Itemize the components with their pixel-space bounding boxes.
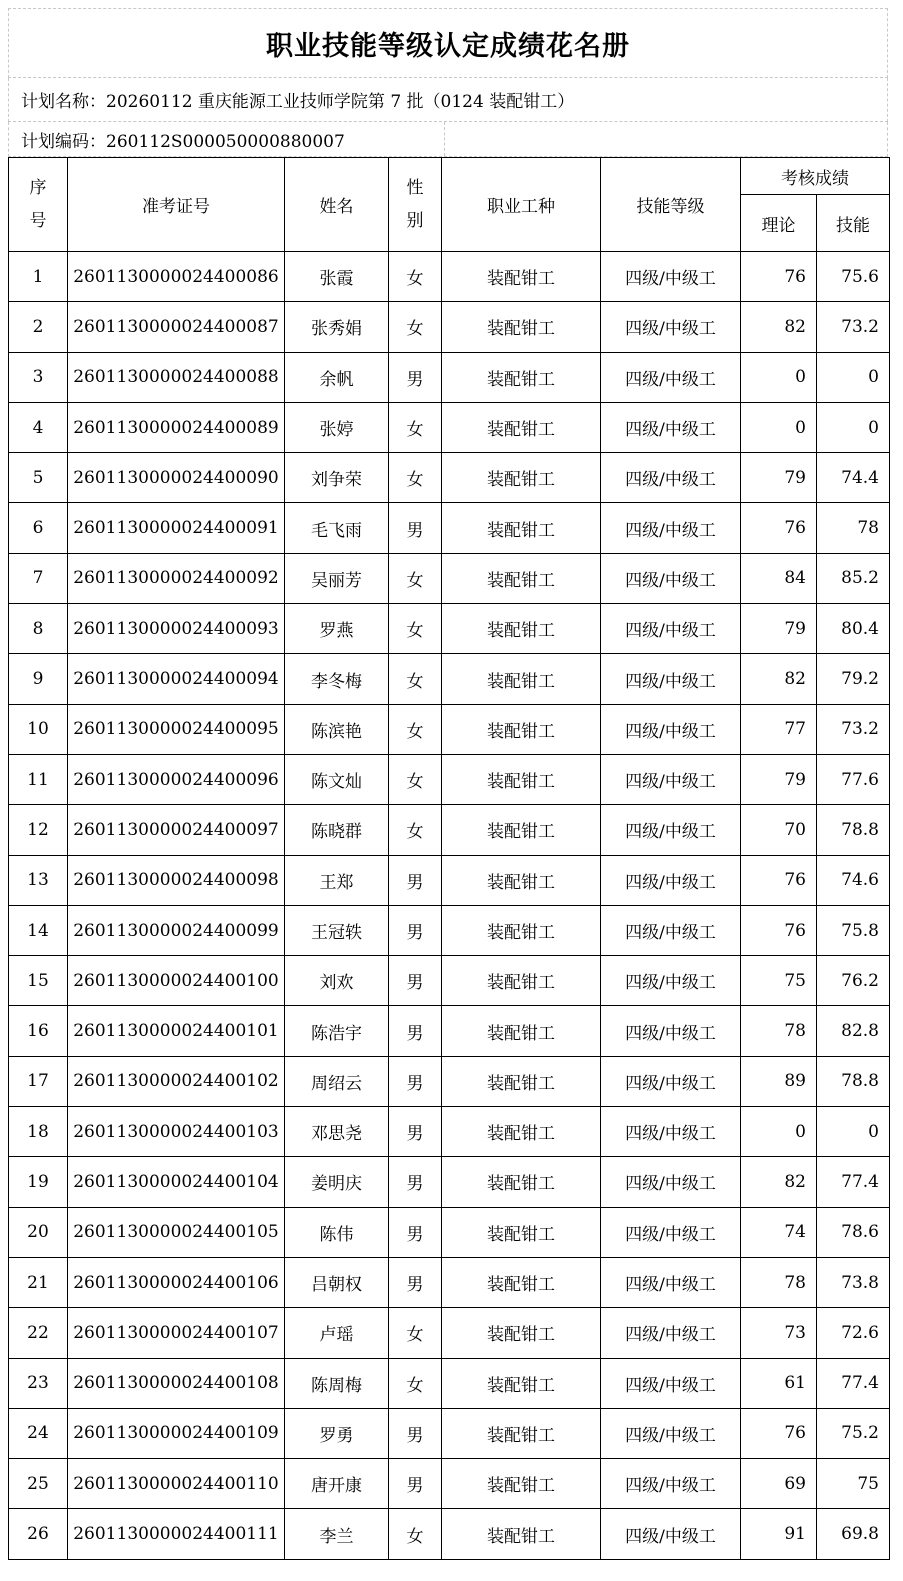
table-row	[9, 1257, 890, 1307]
cell-seq: 12	[9, 805, 68, 855]
cell-skill: 79.2	[817, 654, 890, 704]
table-row	[9, 402, 890, 452]
cell-exam-id: 2601130000024400105	[68, 1207, 285, 1257]
cell-theory: 69	[741, 1459, 817, 1509]
cell-theory: 84	[741, 553, 817, 603]
cell-occupation: 装配钳工	[442, 1358, 601, 1408]
cell-level: 四级/中级工	[601, 553, 741, 603]
cell-occupation: 装配钳工	[442, 1056, 601, 1106]
cell-exam-id: 2601130000024400107	[68, 1308, 285, 1358]
cell-seq: 11	[9, 754, 68, 804]
cell-occupation: 装配钳工	[442, 1509, 601, 1559]
cell-exam-id: 2601130000024400098	[68, 855, 285, 905]
cell-name: 邓思尧	[285, 1107, 389, 1157]
cell-name: 姜明庆	[285, 1157, 389, 1207]
header-sex-line1: 性	[406, 177, 424, 198]
cell-exam-id: 2601130000024400097	[68, 805, 285, 855]
cell-exam-id: 2601130000024400086	[68, 252, 285, 302]
table-row	[9, 252, 890, 302]
cell-name: 李冬梅	[285, 654, 389, 704]
table-row	[9, 1459, 890, 1509]
cell-level: 四级/中级工	[601, 1107, 741, 1157]
header-occupation: 职业工种	[442, 158, 601, 252]
cell-sex: 女	[389, 1509, 442, 1559]
cell-theory: 0	[741, 352, 817, 402]
cell-occupation: 装配钳工	[442, 402, 601, 452]
cell-skill: 74.4	[817, 453, 890, 503]
cell-name: 王冠轶	[285, 905, 389, 955]
cell-seq: 8	[9, 604, 68, 654]
cell-sex: 男	[389, 905, 442, 955]
cell-name: 吴丽芳	[285, 553, 389, 603]
cell-seq: 20	[9, 1207, 68, 1257]
table-row	[9, 1107, 890, 1157]
cell-level: 四级/中级工	[601, 302, 741, 352]
cell-seq: 23	[9, 1358, 68, 1408]
cell-skill: 78.8	[817, 805, 890, 855]
cell-seq: 21	[9, 1257, 68, 1307]
cell-level: 四级/中级工	[601, 252, 741, 302]
cell-exam-id: 2601130000024400087	[68, 302, 285, 352]
table-row	[9, 352, 890, 402]
cell-sex: 男	[389, 352, 442, 402]
cell-seq: 7	[9, 553, 68, 603]
cell-exam-id: 2601130000024400093	[68, 604, 285, 654]
cell-level: 四级/中级工	[601, 1257, 741, 1307]
table-row	[9, 956, 890, 1006]
cell-skill: 75.6	[817, 252, 890, 302]
cell-level: 四级/中级工	[601, 1308, 741, 1358]
cell-skill: 73.2	[817, 302, 890, 352]
cell-sex: 男	[389, 1157, 442, 1207]
table-row	[9, 1006, 890, 1056]
cell-seq: 16	[9, 1006, 68, 1056]
cell-occupation: 装配钳工	[442, 252, 601, 302]
cell-occupation: 装配钳工	[442, 1459, 601, 1509]
cell-occupation: 装配钳工	[442, 1207, 601, 1257]
cell-level: 四级/中级工	[601, 805, 741, 855]
cell-seq: 4	[9, 402, 68, 452]
header-seq	[9, 158, 68, 252]
cell-skill: 78	[817, 503, 890, 553]
cell-exam-id: 2601130000024400088	[68, 352, 285, 402]
cell-occupation: 装配钳工	[442, 553, 601, 603]
cell-skill: 72.6	[817, 1308, 890, 1358]
cell-sex: 女	[389, 604, 442, 654]
cell-seq: 25	[9, 1459, 68, 1509]
cell-level: 四级/中级工	[601, 1056, 741, 1106]
cell-sex: 女	[389, 553, 442, 603]
cell-occupation: 装配钳工	[442, 302, 601, 352]
cell-seq: 17	[9, 1056, 68, 1106]
header-exam-id: 准考证号	[68, 158, 285, 252]
cell-occupation: 装配钳工	[442, 654, 601, 704]
cell-exam-id: 2601130000024400106	[68, 1257, 285, 1307]
table-row	[9, 1308, 890, 1358]
cell-seq: 3	[9, 352, 68, 402]
cell-skill: 75.2	[817, 1408, 890, 1458]
cell-name: 陈滨艳	[285, 704, 389, 754]
cell-theory: 75	[741, 956, 817, 1006]
cell-seq: 9	[9, 654, 68, 704]
cell-occupation: 装配钳工	[442, 503, 601, 553]
cell-skill: 78.8	[817, 1056, 890, 1106]
plan-code-row	[8, 122, 888, 157]
cell-theory: 74	[741, 1207, 817, 1257]
cell-exam-id: 2601130000024400090	[68, 453, 285, 503]
cell-theory: 70	[741, 805, 817, 855]
cell-theory: 77	[741, 704, 817, 754]
cell-occupation: 装配钳工	[442, 1308, 601, 1358]
cell-skill: 0	[817, 402, 890, 452]
cell-theory: 0	[741, 1107, 817, 1157]
cell-exam-id: 2601130000024400096	[68, 754, 285, 804]
cell-exam-id: 2601130000024400095	[68, 704, 285, 754]
cell-theory: 82	[741, 654, 817, 704]
cell-theory: 79	[741, 453, 817, 503]
cell-occupation: 装配钳工	[442, 604, 601, 654]
cell-occupation: 装配钳工	[442, 352, 601, 402]
cell-level: 四级/中级工	[601, 1006, 741, 1056]
cell-skill: 80.4	[817, 604, 890, 654]
cell-seq: 13	[9, 855, 68, 905]
cell-name: 陈文灿	[285, 754, 389, 804]
cell-seq: 19	[9, 1157, 68, 1207]
header-theory: 理论	[741, 195, 817, 252]
cell-sex: 女	[389, 654, 442, 704]
cell-skill: 85.2	[817, 553, 890, 603]
table-row	[9, 1056, 890, 1106]
cell-seq: 6	[9, 503, 68, 553]
header-sex	[389, 158, 442, 252]
header-seq-line2: 号	[29, 210, 47, 231]
cell-theory: 76	[741, 855, 817, 905]
cell-level: 四级/中级工	[601, 1157, 741, 1207]
table-row	[9, 1207, 890, 1257]
cell-name: 陈伟	[285, 1207, 389, 1257]
cell-skill: 73.8	[817, 1257, 890, 1307]
cell-name: 卢瑶	[285, 1308, 389, 1358]
score-table	[8, 157, 890, 1560]
cell-occupation: 装配钳工	[442, 1006, 601, 1056]
cell-occupation: 装配钳工	[442, 704, 601, 754]
table-row	[9, 754, 890, 804]
cell-skill: 0	[817, 1107, 890, 1157]
cell-exam-id: 2601130000024400099	[68, 905, 285, 955]
cell-skill: 82.8	[817, 1006, 890, 1056]
cell-level: 四级/中级工	[601, 402, 741, 452]
cell-name: 毛飞雨	[285, 503, 389, 553]
header-name: 姓名	[285, 158, 389, 252]
cell-name: 刘欢	[285, 956, 389, 1006]
table-row	[9, 805, 890, 855]
cell-theory: 76	[741, 1408, 817, 1458]
cell-sex: 男	[389, 855, 442, 905]
table-row	[9, 1358, 890, 1408]
cell-skill: 77.4	[817, 1358, 890, 1408]
table-header	[9, 158, 890, 252]
cell-theory: 78	[741, 1006, 817, 1056]
cell-seq: 26	[9, 1509, 68, 1559]
table-row	[9, 302, 890, 352]
cell-theory: 91	[741, 1509, 817, 1559]
cell-sex: 男	[389, 1459, 442, 1509]
cell-seq: 5	[9, 453, 68, 503]
cell-name: 吕朝权	[285, 1257, 389, 1307]
cell-theory: 76	[741, 503, 817, 553]
cell-skill: 0	[817, 352, 890, 402]
cell-sex: 女	[389, 402, 442, 452]
table-row	[9, 905, 890, 955]
table-row	[9, 654, 890, 704]
table-row	[9, 1408, 890, 1458]
cell-skill: 73.2	[817, 704, 890, 754]
cell-skill: 75.8	[817, 905, 890, 955]
table-row	[9, 503, 890, 553]
cell-seq: 24	[9, 1408, 68, 1458]
cell-theory: 76	[741, 252, 817, 302]
cell-name: 陈晓群	[285, 805, 389, 855]
cell-occupation: 装配钳工	[442, 1107, 601, 1157]
cell-name: 陈周梅	[285, 1358, 389, 1408]
cell-theory: 73	[741, 1308, 817, 1358]
cell-occupation: 装配钳工	[442, 1157, 601, 1207]
cell-skill: 77.4	[817, 1157, 890, 1207]
cell-theory: 78	[741, 1257, 817, 1307]
cell-level: 四级/中级工	[601, 956, 741, 1006]
cell-divider	[444, 122, 445, 156]
cell-name: 王郑	[285, 855, 389, 905]
cell-theory: 76	[741, 905, 817, 955]
cell-occupation: 装配钳工	[442, 956, 601, 1006]
header-level: 技能等级	[601, 158, 741, 252]
cell-skill: 69.8	[817, 1509, 890, 1559]
cell-skill: 78.6	[817, 1207, 890, 1257]
cell-name: 唐开康	[285, 1459, 389, 1509]
cell-level: 四级/中级工	[601, 1408, 741, 1458]
header-score-group: 考核成绩	[741, 158, 890, 195]
header-skill: 技能	[817, 195, 890, 252]
cell-sex: 男	[389, 1257, 442, 1307]
cell-occupation: 装配钳工	[442, 855, 601, 905]
cell-sex: 男	[389, 1006, 442, 1056]
cell-sex: 女	[389, 1358, 442, 1408]
cell-theory: 89	[741, 1056, 817, 1106]
cell-name: 罗燕	[285, 604, 389, 654]
table-row	[9, 704, 890, 754]
cell-sex: 女	[389, 252, 442, 302]
table-row	[9, 604, 890, 654]
cell-exam-id: 2601130000024400102	[68, 1056, 285, 1106]
cell-exam-id: 2601130000024400094	[68, 654, 285, 704]
cell-sex: 男	[389, 1107, 442, 1157]
cell-level: 四级/中级工	[601, 855, 741, 905]
cell-level: 四级/中级工	[601, 1358, 741, 1408]
plan-name: 计划名称：20260112 重庆能源工业技师学院第 7 批（0124 装配钳工）	[21, 92, 575, 112]
cell-level: 四级/中级工	[601, 352, 741, 402]
cell-name: 陈浩宇	[285, 1006, 389, 1056]
cell-name: 张霞	[285, 252, 389, 302]
cell-sex: 男	[389, 1408, 442, 1458]
cell-level: 四级/中级工	[601, 754, 741, 804]
cell-exam-id: 2601130000024400103	[68, 1107, 285, 1157]
cell-level: 四级/中级工	[601, 453, 741, 503]
plan-code: 计划编码：260112S000050000880007	[21, 131, 345, 152]
cell-exam-id: 2601130000024400100	[68, 956, 285, 1006]
table-row	[9, 855, 890, 905]
cell-exam-id: 2601130000024400111	[68, 1509, 285, 1559]
cell-exam-id: 2601130000024400089	[68, 402, 285, 452]
cell-theory: 79	[741, 604, 817, 654]
cell-exam-id: 2601130000024400091	[68, 503, 285, 553]
cell-sex: 男	[389, 956, 442, 1006]
cell-name: 张秀娟	[285, 302, 389, 352]
cell-level: 四级/中级工	[601, 654, 741, 704]
cell-occupation: 装配钳工	[442, 453, 601, 503]
cell-skill: 75	[817, 1459, 890, 1509]
cell-level: 四级/中级工	[601, 905, 741, 955]
title-band	[8, 8, 888, 78]
cell-name: 张婷	[285, 402, 389, 452]
cell-name: 余帆	[285, 352, 389, 402]
cell-level: 四级/中级工	[601, 503, 741, 553]
header-seq-line1: 序	[29, 177, 47, 198]
cell-skill: 76.2	[817, 956, 890, 1006]
cell-level: 四级/中级工	[601, 1207, 741, 1257]
cell-theory: 61	[741, 1358, 817, 1408]
cell-occupation: 装配钳工	[442, 754, 601, 804]
cell-seq: 1	[9, 252, 68, 302]
cell-level: 四级/中级工	[601, 604, 741, 654]
cell-skill: 74.6	[817, 855, 890, 905]
cell-name: 刘争荣	[285, 453, 389, 503]
table-row	[9, 453, 890, 503]
cell-level: 四级/中级工	[601, 1459, 741, 1509]
cell-name: 周绍云	[285, 1056, 389, 1106]
cell-sex: 女	[389, 302, 442, 352]
cell-seq: 2	[9, 302, 68, 352]
cell-occupation: 装配钳工	[442, 805, 601, 855]
cell-name: 李兰	[285, 1509, 389, 1559]
cell-sex: 男	[389, 1207, 442, 1257]
cell-occupation: 装配钳工	[442, 905, 601, 955]
cell-sex: 女	[389, 805, 442, 855]
cell-exam-id: 2601130000024400092	[68, 553, 285, 603]
cell-exam-id: 2601130000024400101	[68, 1006, 285, 1056]
cell-sex: 男	[389, 1056, 442, 1106]
cell-exam-id: 2601130000024400110	[68, 1459, 285, 1509]
cell-theory: 79	[741, 754, 817, 804]
cell-seq: 22	[9, 1308, 68, 1358]
table-row	[9, 553, 890, 603]
cell-exam-id: 2601130000024400108	[68, 1358, 285, 1408]
cell-seq: 14	[9, 905, 68, 955]
cell-sex: 女	[389, 704, 442, 754]
cell-seq: 18	[9, 1107, 68, 1157]
cell-occupation: 装配钳工	[442, 1257, 601, 1307]
cell-theory: 82	[741, 1157, 817, 1207]
table-body	[9, 252, 890, 1560]
page-title: 职业技能等级认定成绩花名册	[266, 30, 630, 62]
cell-exam-id: 2601130000024400109	[68, 1408, 285, 1458]
cell-sex: 女	[389, 1308, 442, 1358]
cell-seq: 10	[9, 704, 68, 754]
plan-name-row	[8, 78, 888, 122]
cell-theory: 82	[741, 302, 817, 352]
cell-sex: 女	[389, 754, 442, 804]
cell-level: 四级/中级工	[601, 1509, 741, 1559]
cell-seq: 15	[9, 956, 68, 1006]
table-row	[9, 1509, 890, 1559]
cell-exam-id: 2601130000024400104	[68, 1157, 285, 1207]
cell-name: 罗勇	[285, 1408, 389, 1458]
cell-occupation: 装配钳工	[442, 1408, 601, 1458]
cell-sex: 女	[389, 453, 442, 503]
cell-theory: 0	[741, 402, 817, 452]
cell-skill: 77.6	[817, 754, 890, 804]
cell-sex: 男	[389, 503, 442, 553]
table-row	[9, 1157, 890, 1207]
header-sex-line2: 别	[406, 210, 424, 231]
cell-level: 四级/中级工	[601, 704, 741, 754]
